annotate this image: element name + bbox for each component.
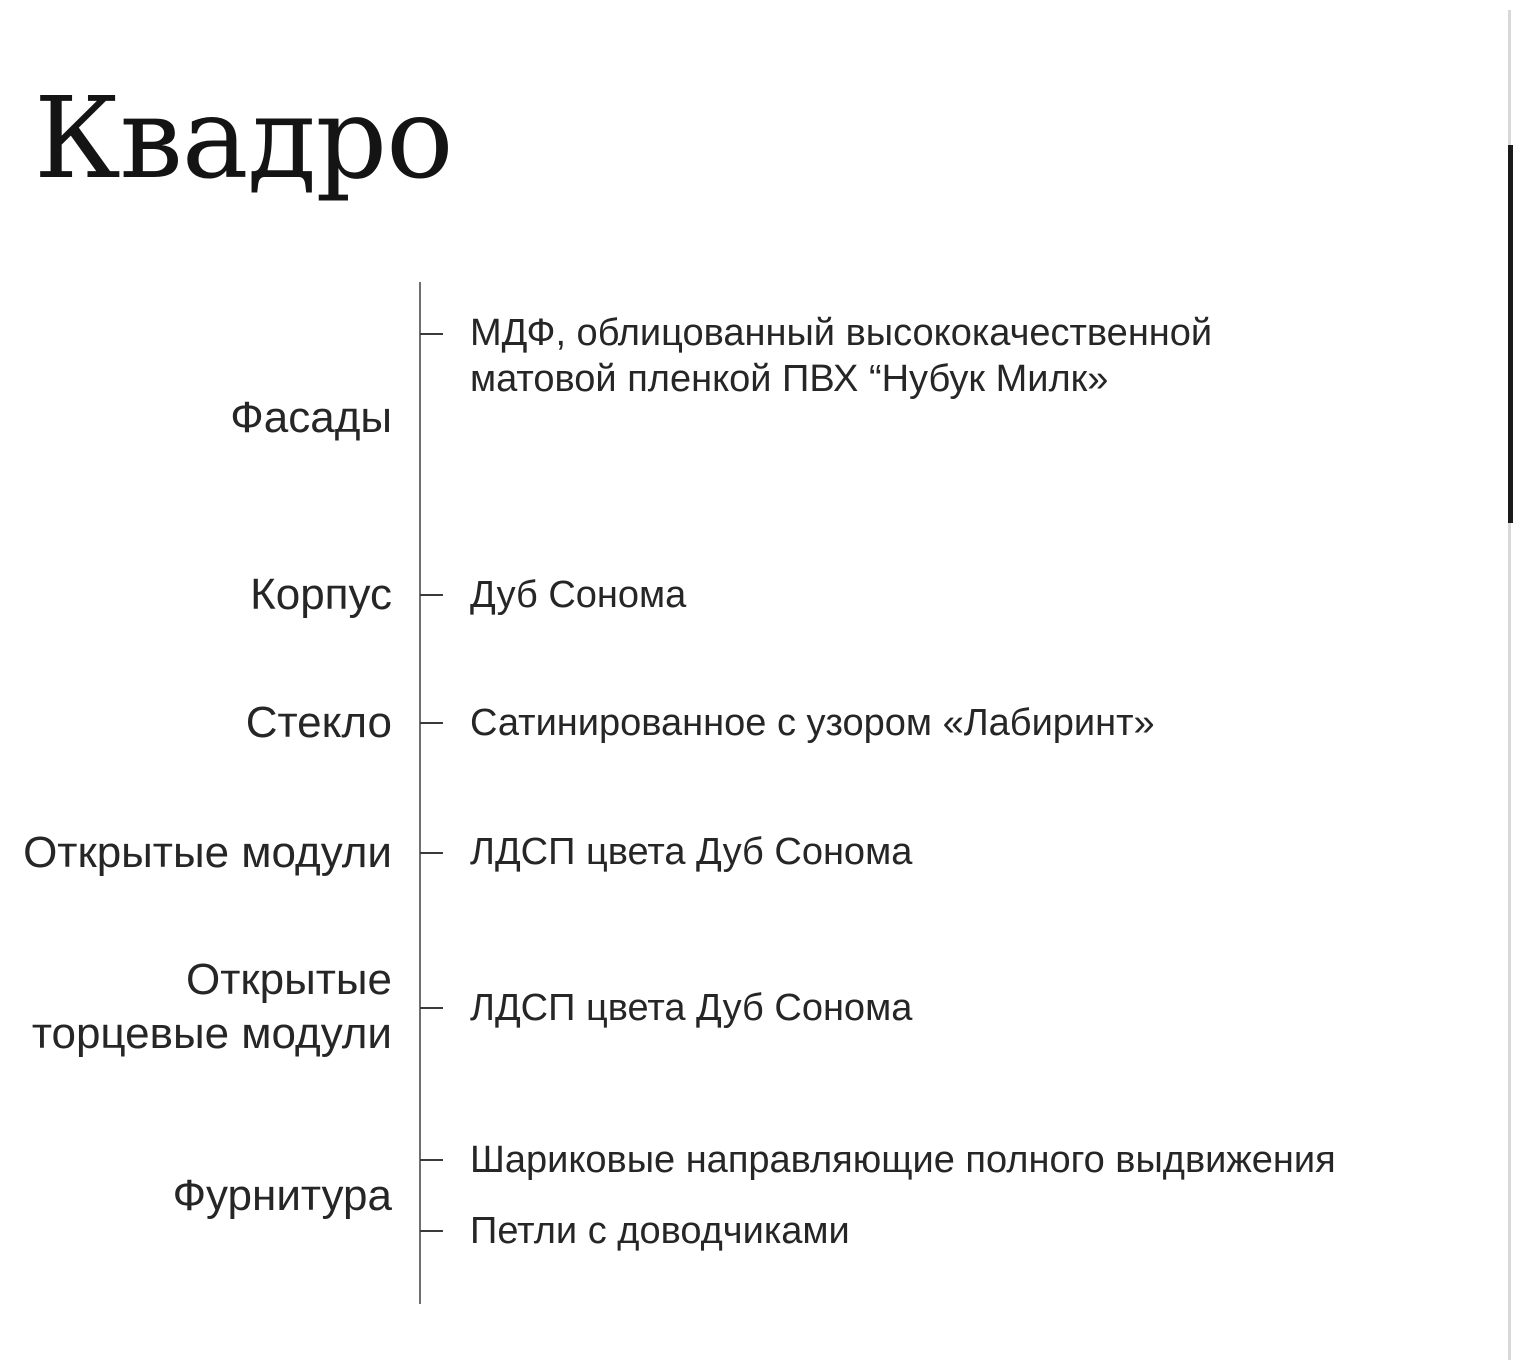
- spec-label-glass: Стекло: [245, 698, 392, 747]
- spec-value-facades: МДФ, облицованный высококачественной матовой пленкой ПВХ “Нубук Милк»: [470, 312, 1213, 400]
- page-edge-shadow: [1508, 145, 1513, 523]
- spec-tick: [420, 594, 443, 596]
- spec-tick: [420, 852, 443, 854]
- spec-label-body: Корпус: [250, 570, 392, 619]
- spec-label-facades: Фасады: [230, 393, 392, 442]
- spec-tick: [420, 333, 443, 335]
- spec-tick: [420, 1007, 443, 1009]
- spec-value-open-end-modules: ЛДСП цвета Дуб Сонома: [470, 987, 913, 1029]
- spec-value-open-modules: ЛДСП цвета Дуб Сонома: [470, 831, 913, 873]
- spec-value-glass: Сатинированное с узором «Лабиринт»: [470, 702, 1155, 744]
- spec-divider-line: [419, 282, 421, 1304]
- spec-value-body: Дуб Сонома: [470, 574, 687, 616]
- spec-tick: [420, 1159, 443, 1161]
- spec-value-hardware-slides: Шариковые направляющие полного выдвижения: [470, 1139, 1336, 1181]
- spec-label-open-end-modules: Открытые торцевые модули: [31, 955, 392, 1058]
- spec-tick: [420, 722, 443, 724]
- spec-tick: [420, 1230, 443, 1232]
- spec-value-hardware-hinges: Петли с доводчиками: [470, 1210, 850, 1252]
- page-title: Квадро: [34, 74, 453, 204]
- spec-label-hardware: Фурнитура: [172, 1171, 392, 1220]
- spec-label-open-modules: Открытые модули: [23, 828, 392, 877]
